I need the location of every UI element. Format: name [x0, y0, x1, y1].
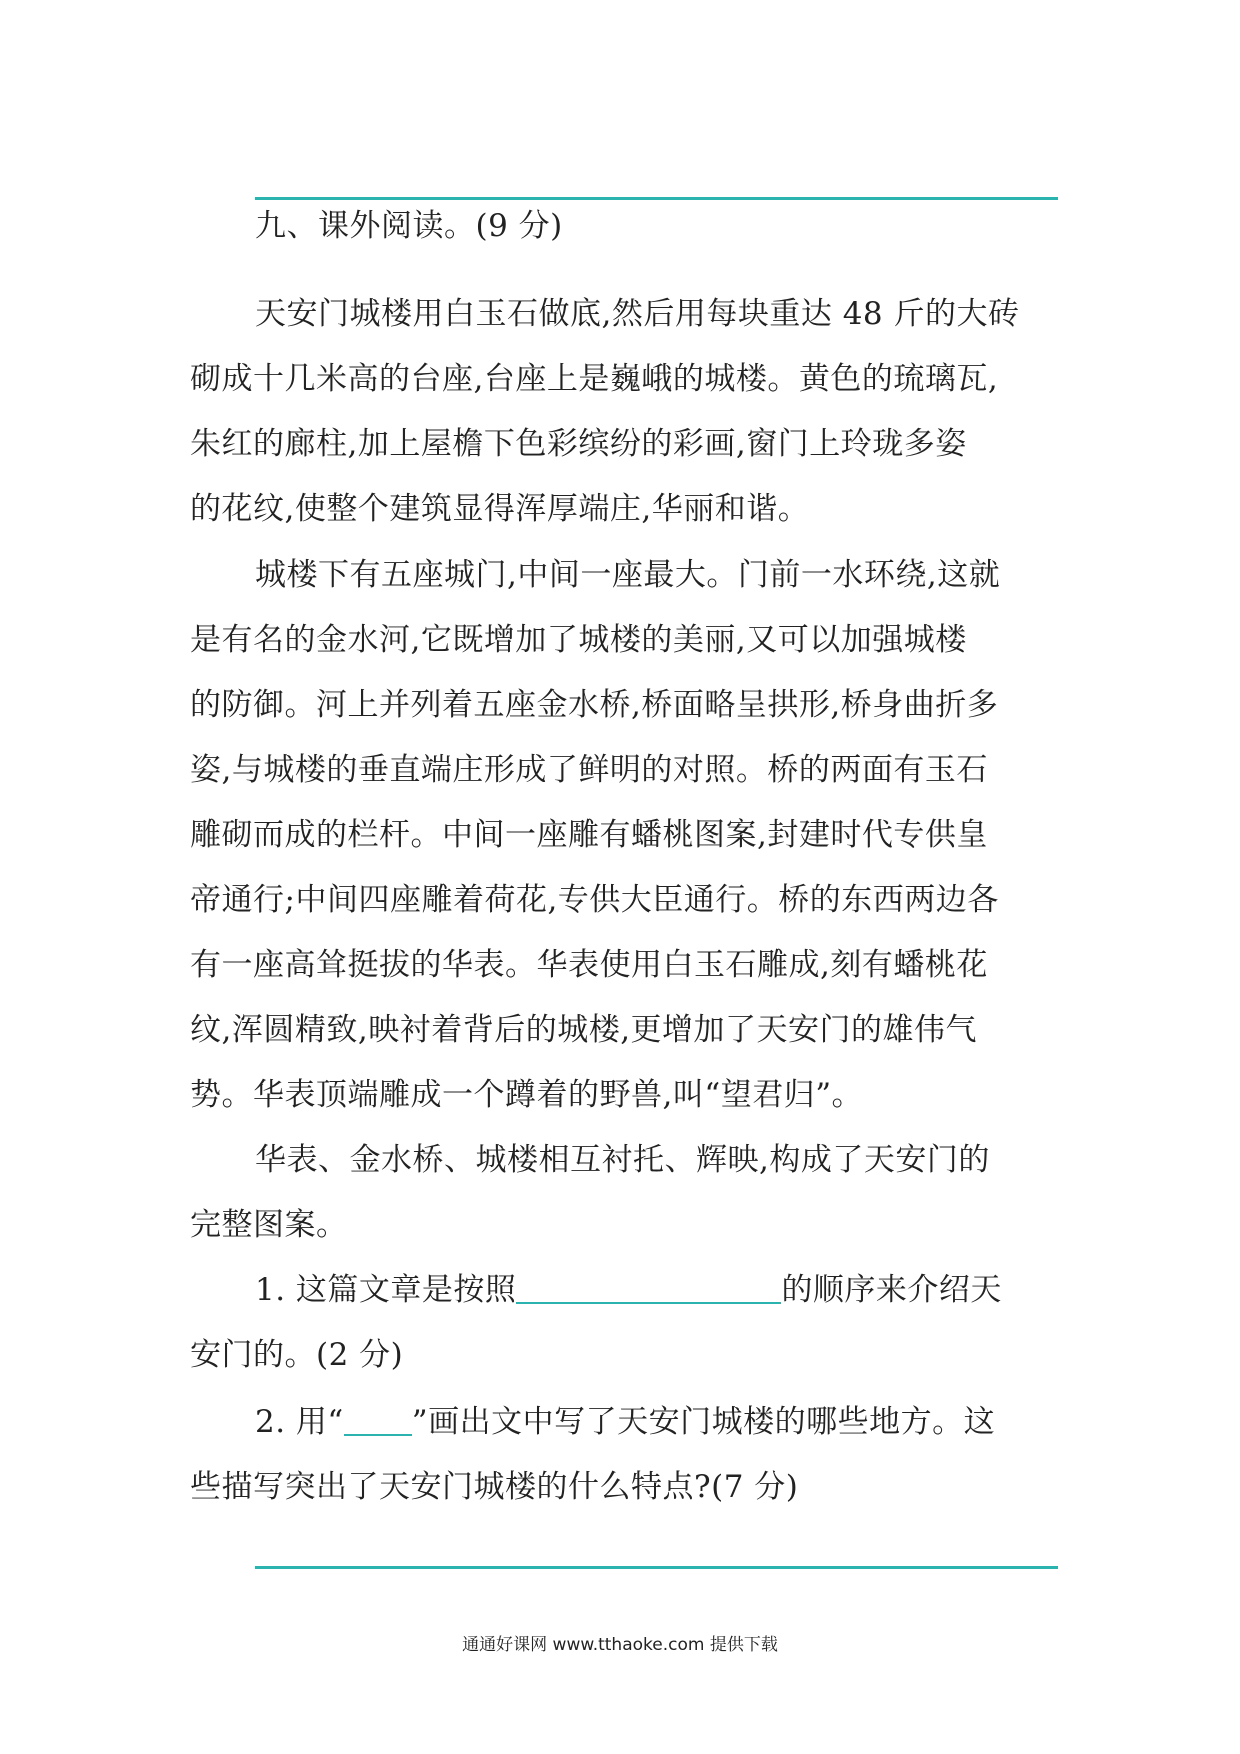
paragraph-3-line-2: 完整图案。: [190, 1207, 348, 1243]
answer-blank-1[interactable]: [516, 1272, 781, 1304]
underline-marker-sample: [344, 1404, 412, 1436]
paragraph-2-line-5: 雕砌而成的栏杆。中间一座雕有蟠桃图案,封建时代专供皇: [190, 817, 988, 853]
paragraph-1-line-2: 砌成十几米高的台座,台座上是巍峨的城楼。黄色的琉璃瓦,: [190, 361, 999, 397]
question-2: [255, 1402, 995, 1442]
paragraph-1-line-1: 天安门城楼用白玉石做底,然后用每块重达 48 斤的大砖: [255, 296, 1020, 332]
question-2-suffix: ”画出文中写了天安门城楼的哪些地方。这: [411, 1404, 996, 1440]
top-divider: [255, 197, 1058, 200]
question-1-suffix: 的顺序来介绍天: [781, 1272, 1002, 1308]
paragraph-2-line-8: 纹,浑圆精致,映衬着背后的城楼,更增加了天安门的雄伟气: [190, 1012, 978, 1048]
question-2-prefix: 2. 用“: [255, 1404, 344, 1440]
paragraph-1-line-4: 的花纹,使整个建筑显得浑厚端庄,华丽和谐。: [190, 491, 810, 527]
paragraph-2-line-1: 城楼下有五座城门,中间一座最大。门前一水环绕,这就: [255, 557, 1001, 593]
question-1-line-2: 安门的。(2 分): [190, 1337, 404, 1373]
paragraph-2-line-2: 是有名的金水河,它既增加了城楼的美丽,又可以加强城楼: [190, 622, 967, 658]
paragraph-2-line-7: 有一座高耸挺拔的华表。华表使用白玉石雕成,刻有蟠桃花: [190, 947, 988, 983]
question-1: [255, 1270, 1002, 1310]
paragraph-2-line-9: 势。华表顶端雕成一个蹲着的野兽,叫“望君归”。: [190, 1077, 864, 1113]
section-heading: 九、课外阅读。(9 分): [255, 208, 563, 244]
paragraph-2-line-3: 的防御。河上并列着五座金水桥,桥面略呈拱形,桥身曲折多: [190, 687, 999, 723]
paragraph-3-line-1: 华表、金水桥、城楼相互衬托、辉映,构成了天安门的: [255, 1142, 990, 1178]
footer-source: 通通好课网 www.tthaoke.com 提供下载: [462, 1635, 778, 1655]
paragraph-2-line-6: 帝通行;中间四座雕着荷花,专供大臣通行。桥的东西两边各: [190, 882, 999, 918]
question-2-line-2: 些描写突出了天安门城楼的什么特点?(7 分): [190, 1469, 799, 1505]
question-1-prefix: 1. 这篇文章是按照: [255, 1272, 517, 1308]
paragraph-2-line-4: 姿,与城楼的垂直端庄形成了鲜明的对照。桥的两面有玉石: [190, 752, 988, 788]
paragraph-1-line-3: 朱红的廊柱,加上屋檐下色彩缤纷的彩画,窗门上玲珑多姿: [190, 426, 967, 462]
bottom-divider: [255, 1566, 1058, 1569]
